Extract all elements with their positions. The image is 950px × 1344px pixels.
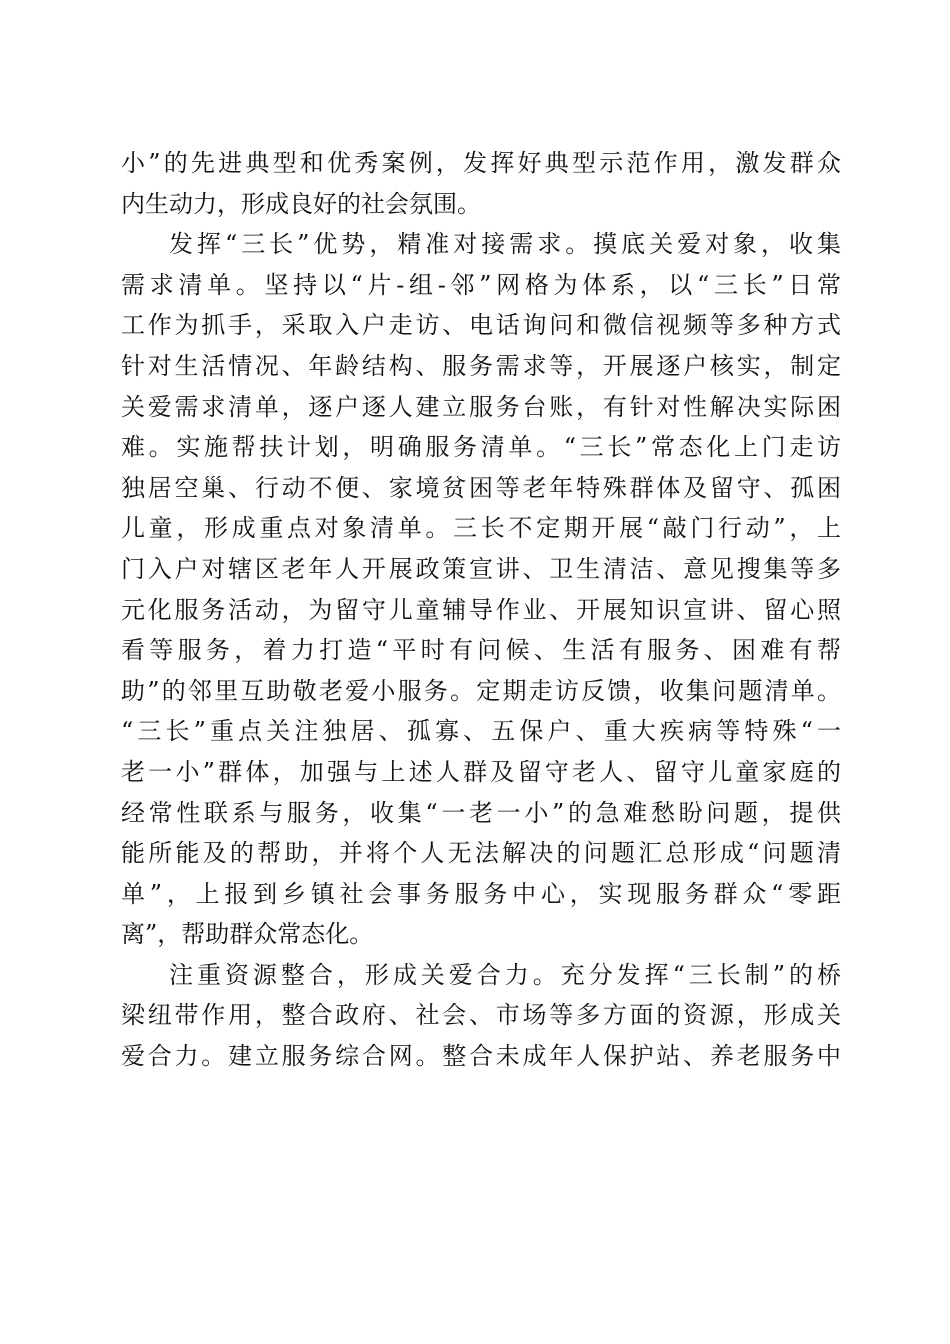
text-line: 离”，帮助群众常态化。	[121, 920, 374, 949]
text-line: 单”，上报到乡镇社会事务服务中心，实现服务群众“零距	[121, 879, 841, 908]
text-line: 小”的先进典型和优秀案例，发挥好典型示范作用，激发群众	[121, 149, 841, 177]
text-line: 能所能及的帮助，并将个人无法解决的问题汇总形成“问题清	[121, 839, 841, 868]
text-line: 难。实施帮扶计划，明确服务清单。“三长”常态化上门走访	[121, 433, 841, 462]
text-line: 需求清单。坚持以“片-组-邻”网格为体系，以“三长”日常	[121, 270, 841, 299]
text-line: 元化服务活动，为留守儿童辅导作业、开展知识宣讲、留心照	[121, 595, 841, 624]
text-line: 儿童，形成重点对象清单。三长不定期开展“敲门行动”，上	[121, 514, 841, 543]
body-text	[121, 143, 841, 1077]
text-line: “三长”重点关注独居、孤寡、五保户、重大疾病等特殊“一	[121, 717, 841, 746]
text-line: 爱合力。建立服务综合网。整合未成年人保护站、养老服务中	[121, 1042, 841, 1071]
text-line: 梁纽带作用，整合政府、社会、市场等多方面的资源，形成关	[121, 1001, 841, 1030]
text-line: 内生动力，形成良好的社会氛围。	[121, 189, 481, 218]
text-line: 针对生活情况、年龄结构、服务需求等，开展逐户核实，制定	[121, 351, 841, 380]
text-line: 助”的邻里互助敬老爱小服务。定期走访反馈，收集问题清单。	[121, 676, 841, 705]
text-line: 门入户对辖区老年人开展政策宣讲、卫生清洁、意见搜集等多	[121, 554, 841, 583]
text-line: 经常性联系与服务，收集“一老一小”的急难愁盼问题，提供	[121, 798, 841, 827]
text-line: 独居空巢、行动不便、家境贫困等老年特殊群体及留守、孤困	[121, 473, 841, 502]
text-line: 老一小”群体，加强与上述人群及留守老人、留守儿童家庭的	[121, 757, 841, 786]
text-line: 关爱需求清单，逐户逐人建立服务台账，有针对性解决实际困	[121, 392, 841, 421]
paragraph-start-line: 发挥“三长”优势，精准对接需求。摸底关爱对象，收集	[169, 230, 841, 259]
text-line: 工作为抓手，采取入户走访、电话询问和微信视频等多种方式	[121, 311, 841, 340]
text-line: 看等服务，着力打造“平时有问候、生活有服务、困难有帮	[121, 636, 841, 665]
paragraph-start-line: 注重资源整合，形成关爱合力。充分发挥“三长制”的桥	[169, 960, 841, 989]
